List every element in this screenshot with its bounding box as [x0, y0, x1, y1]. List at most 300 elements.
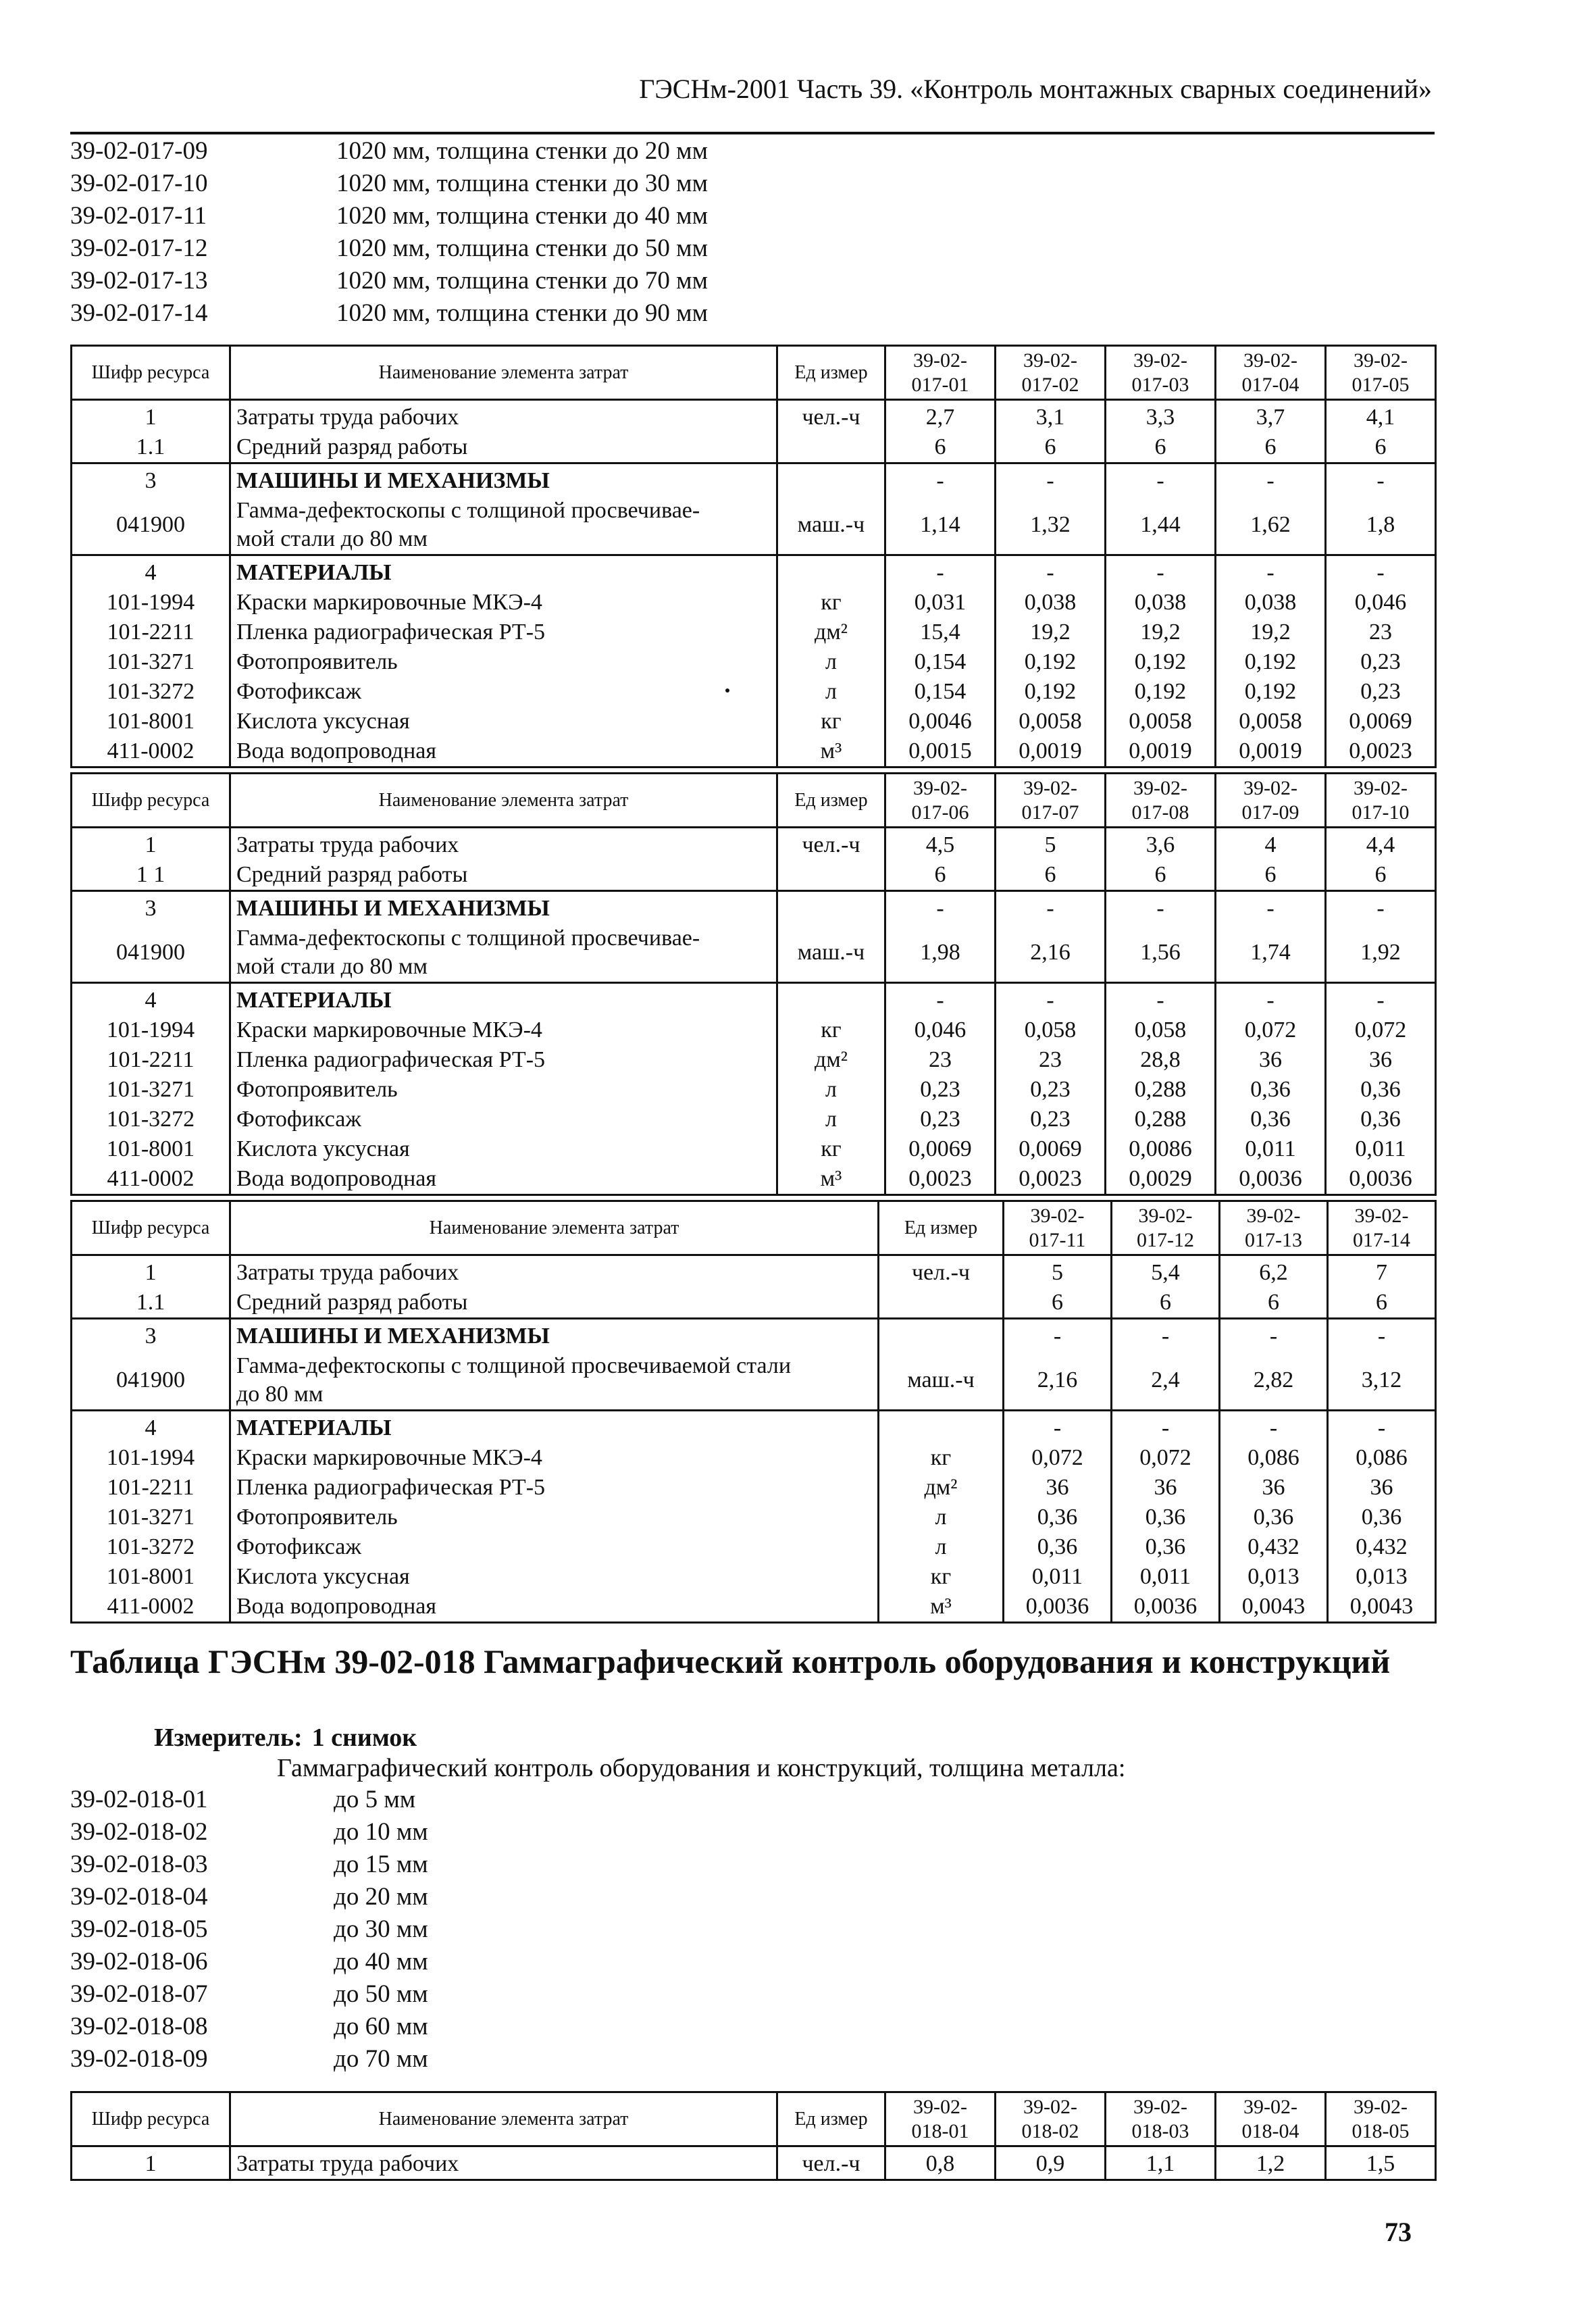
code-row: [70, 1816, 428, 1848]
table-row: [72, 891, 1436, 924]
norm-value: 23: [885, 1045, 996, 1075]
norm-value: 1,14: [885, 496, 996, 555]
norm-value: 0,36: [1216, 1075, 1326, 1105]
section-title: Таблица ГЭСНм 39-02-018 Гаммаграфический контроль оборудования и конструкций: [70, 1642, 1391, 1680]
code-row: [70, 2043, 428, 2076]
norm-value: 0,23: [996, 1105, 1106, 1134]
cost-element-name: Фотофиксаж: [230, 677, 777, 707]
code-description: до 60 мм: [334, 2013, 428, 2040]
resource-code: 101-1994: [72, 1015, 230, 1045]
norm-value: -: [1112, 1411, 1220, 1444]
code-description: 1020 мм, толщина стенки до 20 мм: [336, 137, 708, 165]
header-column-code: 39-02- 018-04: [1216, 2092, 1326, 2146]
norm-value: 5: [996, 828, 1106, 861]
norm-value: 0,0036: [1004, 1592, 1112, 1623]
resource-code: 4: [72, 983, 230, 1016]
cost-element-name: Фотопроявитель: [230, 1075, 777, 1105]
norm-value: 3,12: [1328, 1351, 1436, 1411]
norm-value: -: [996, 555, 1106, 588]
header-column-code: 39-02- 017-02: [996, 346, 1106, 400]
norm-value: -: [1106, 555, 1216, 588]
table-row: [72, 400, 1436, 433]
header-unit: Ед измер: [777, 2092, 885, 2146]
norm-value: 1,98: [885, 924, 996, 983]
code-row: [70, 2011, 428, 2043]
norm-value: 6: [1216, 432, 1326, 463]
cost-element-name: Гамма-дефектоскопы с толщиной просвечивае- мой стали до 80 мм: [230, 924, 777, 983]
unit: [777, 463, 885, 497]
code-number: 39-02-018-04: [70, 1883, 208, 1911]
cost-element-name: Фотопроявитель: [230, 1503, 879, 1532]
header-column-code: 39-02- 018-02: [996, 2092, 1106, 2146]
code-number: 39-02-017-10: [70, 170, 208, 197]
norm-value: 1,32: [996, 496, 1106, 555]
resource-code: 1: [72, 828, 230, 861]
code-row: [70, 1913, 428, 1946]
code-description: 1020 мм, толщина стенки до 50 мм: [336, 234, 708, 262]
table-row: [72, 1134, 1436, 1164]
norm-value: 7: [1328, 1255, 1436, 1288]
code-number: 39-02-017-09: [70, 137, 208, 165]
norm-value: -: [885, 463, 996, 497]
norm-value: 0,072: [1216, 1015, 1326, 1045]
unit: м³: [879, 1592, 1004, 1623]
norm-value: 2,7: [885, 400, 996, 433]
header-column-code: 39-02- 018-03: [1106, 2092, 1216, 2146]
code-row: [70, 168, 708, 200]
cost-element-name: Пленка радиографическая РТ-5: [230, 618, 777, 647]
norm-value: -: [1216, 463, 1326, 497]
norm-value: 0,072: [1112, 1443, 1220, 1473]
header-column-code: 39-02- 017-05: [1326, 346, 1436, 400]
norm-value: 0,086: [1328, 1443, 1436, 1473]
norm-value: 1,44: [1106, 496, 1216, 555]
norm-value: 0,046: [1326, 588, 1436, 618]
code-row: [70, 1848, 428, 1881]
cost-element-name: МАШИНЫ И МЕХАНИЗМЫ: [230, 891, 777, 924]
norm-value: 0,011: [1326, 1134, 1436, 1164]
norm-value: 0,36: [1112, 1532, 1220, 1562]
norm-value: -: [1216, 983, 1326, 1016]
resource-table-018-01-05: [70, 2091, 1437, 2181]
table-header-row: [72, 774, 1436, 828]
code-description: до 15 мм: [334, 1851, 428, 1878]
cost-element-name: МАТЕРИАЛЫ: [230, 1411, 879, 1444]
resource-code: 101-3271: [72, 647, 230, 677]
code-row: [70, 200, 708, 232]
norm-value: 19,2: [996, 618, 1106, 647]
norm-value: 1,1: [1106, 2146, 1216, 2180]
table-row: [72, 860, 1436, 891]
table-row: [72, 736, 1436, 768]
unit: [879, 1411, 1004, 1444]
table-row: [72, 2146, 1436, 2180]
header-column-code: 39-02- 018-05: [1326, 2092, 1436, 2146]
header-column-code: 39-02- 017-14: [1328, 1201, 1436, 1255]
norm-value: 6: [1220, 1288, 1328, 1319]
norm-value: -: [1106, 983, 1216, 1016]
cost-element-name: Краски маркировочные МКЭ-4: [230, 588, 777, 618]
norm-value: 2,16: [996, 924, 1106, 983]
cost-element-name: Затраты труда рабочих: [230, 2146, 777, 2180]
unit: дм²: [777, 618, 885, 647]
norm-value: 6: [1326, 432, 1436, 463]
table-row: [72, 1473, 1436, 1503]
cost-element-name: Гамма-дефектоскопы с толщиной просвечиваемой стали до 80 мм: [230, 1351, 879, 1411]
norm-value: 0,038: [1216, 588, 1326, 618]
code-row: [70, 1978, 428, 2011]
cost-element-name: Фотофиксаж: [230, 1532, 879, 1562]
norm-value: 4,1: [1326, 400, 1436, 433]
norm-value: 0,0043: [1328, 1592, 1436, 1623]
header-code: Шифр ресурса: [72, 774, 230, 828]
code-row: [70, 297, 708, 330]
header-code: Шифр ресурса: [72, 1201, 230, 1255]
resource-code: 1: [72, 400, 230, 433]
norm-value: 0,288: [1106, 1105, 1216, 1134]
table-row: [72, 1164, 1436, 1195]
resource-code: 101-1994: [72, 588, 230, 618]
norm-value: -: [996, 891, 1106, 924]
cost-element-name: Затраты труда рабочих: [230, 400, 777, 433]
table-row: [72, 588, 1436, 618]
norm-value: 0,192: [1216, 677, 1326, 707]
header-name: Наименование элемента затрат: [230, 774, 777, 828]
norm-value: 0,0058: [1106, 707, 1216, 736]
norm-value: -: [1220, 1319, 1328, 1352]
norm-value: 0,0043: [1220, 1592, 1328, 1623]
table-row: [72, 618, 1436, 647]
cost-element-name: Средний разряд работы: [230, 1288, 879, 1319]
code-row: [70, 1784, 428, 1816]
code-number: 39-02-018-03: [70, 1851, 208, 1878]
table-row: [72, 707, 1436, 736]
top-code-list: [70, 135, 708, 330]
norm-value: 0,23: [1326, 647, 1436, 677]
norm-value: -: [885, 983, 996, 1016]
norm-value: 5,4: [1112, 1255, 1220, 1288]
unit: [879, 1288, 1004, 1319]
norm-value: 6: [1216, 860, 1326, 891]
table-row: [72, 1255, 1436, 1288]
unit: [777, 983, 885, 1016]
norm-value: -: [1326, 463, 1436, 497]
resource-code: 041900: [72, 496, 230, 555]
table-row: [72, 1592, 1436, 1623]
norm-value: 1,2: [1216, 2146, 1326, 2180]
table-row: [72, 983, 1436, 1016]
cost-element-name: Вода водопроводная: [230, 1592, 879, 1623]
norm-value: 6: [1328, 1288, 1436, 1319]
measure-value: 1 снимок: [311, 1724, 417, 1752]
table-row: [72, 647, 1436, 677]
norm-value: 0,0023: [996, 1164, 1106, 1195]
header-column-code: 39-02- 017-12: [1112, 1201, 1220, 1255]
table-header-row: [72, 2092, 1436, 2146]
header-rule: [70, 132, 1435, 134]
header-unit: Ед измер: [777, 774, 885, 828]
resource-code: 101-8001: [72, 707, 230, 736]
cost-element-name: Затраты труда рабочих: [230, 1255, 879, 1288]
norm-value: 6: [1004, 1288, 1112, 1319]
resource-code: 101-1994: [72, 1443, 230, 1473]
unit: м³: [777, 736, 885, 768]
norm-value: 0,0086: [1106, 1134, 1216, 1164]
norm-value: 0,36: [1326, 1105, 1436, 1134]
header-column-code: 39-02- 017-06: [885, 774, 996, 828]
norm-value: 36: [1112, 1473, 1220, 1503]
code-number: 39-02-018-09: [70, 2045, 208, 2073]
code-description: 1020 мм, толщина стенки до 30 мм: [336, 170, 708, 197]
cost-element-name: Гамма-дефектоскопы с толщиной просвечивае- мой стали до 80 мм: [230, 496, 777, 555]
unit: чел.-ч: [777, 400, 885, 433]
norm-value: 4,4: [1326, 828, 1436, 861]
norm-value: -: [1326, 983, 1436, 1016]
code-row: [70, 232, 708, 265]
norm-value: 0,432: [1328, 1532, 1436, 1562]
norm-value: 0,0036: [1216, 1164, 1326, 1195]
norm-value: 0,192: [996, 647, 1106, 677]
header-column-code: 39-02- 017-04: [1216, 346, 1326, 400]
norm-value: 0,0069: [885, 1134, 996, 1164]
norm-value: 3,6: [1106, 828, 1216, 861]
table-row: [72, 463, 1436, 497]
measure-line: [154, 1723, 417, 1753]
code-number: 39-02-017-11: [70, 202, 207, 230]
resource-code: 1 1: [72, 860, 230, 891]
unit: л: [777, 1075, 885, 1105]
unit: кг: [879, 1443, 1004, 1473]
norm-value: 0,288: [1106, 1075, 1216, 1105]
norm-value: 0,192: [996, 677, 1106, 707]
resource-code: 3: [72, 891, 230, 924]
cost-element-name: Средний разряд работы: [230, 860, 777, 891]
code-number: 39-02-017-13: [70, 267, 208, 295]
resource-code: 101-2211: [72, 618, 230, 647]
resource-code: 1.1: [72, 432, 230, 463]
table-row: [72, 496, 1436, 555]
norm-value: 0,0069: [1326, 707, 1436, 736]
cost-element-name: Кислота уксусная: [230, 1134, 777, 1164]
unit: маш.-ч: [777, 924, 885, 983]
cost-element-name: Краски маркировочные МКЭ-4: [230, 1443, 879, 1473]
norm-value: 0,36: [1112, 1503, 1220, 1532]
norm-value: 36: [1220, 1473, 1328, 1503]
norm-value: 0,0036: [1326, 1164, 1436, 1195]
unit: дм²: [879, 1473, 1004, 1503]
norm-value: 0,038: [996, 588, 1106, 618]
code-number: 39-02-017-12: [70, 234, 208, 262]
unit: л: [777, 647, 885, 677]
norm-value: 36: [1004, 1473, 1112, 1503]
code-row: [70, 135, 708, 168]
code-description: до 20 мм: [334, 1883, 428, 1911]
norm-value: 19,2: [1216, 618, 1326, 647]
section-description: Гаммаграфический контроль оборудования и конструкций, толщина металла:: [277, 1754, 1126, 1782]
unit: [777, 555, 885, 588]
cost-element-name: МАТЕРИАЛЫ: [230, 983, 777, 1016]
header-code: Шифр ресурса: [72, 346, 230, 400]
unit: дм²: [777, 1045, 885, 1075]
page-number: 73: [1385, 2217, 1412, 2247]
norm-value: -: [1112, 1319, 1220, 1352]
resource-code: 101-2211: [72, 1473, 230, 1503]
table-row: [72, 1045, 1436, 1075]
resource-code: 411-0002: [72, 736, 230, 768]
code-description: 1020 мм, толщина стенки до 90 мм: [336, 299, 708, 327]
norm-value: -: [1004, 1411, 1112, 1444]
resource-code: 101-2211: [72, 1045, 230, 1075]
norm-value: 0,36: [1328, 1503, 1436, 1532]
resource-code: 101-8001: [72, 1134, 230, 1164]
unit: чел.-ч: [777, 828, 885, 861]
norm-value: 0,23: [1326, 677, 1436, 707]
resource-table-017-06-10: [70, 772, 1437, 1196]
norm-value: 0,031: [885, 588, 996, 618]
table-row: [72, 1503, 1436, 1532]
norm-value: -: [1216, 555, 1326, 588]
cost-element-name: Фотопроявитель: [230, 647, 777, 677]
resource-code: 4: [72, 555, 230, 588]
table-row: [72, 1075, 1436, 1105]
cost-element-name: Средний разряд работы: [230, 432, 777, 463]
code-number: 39-02-018-02: [70, 1818, 208, 1846]
norm-value: 0,192: [1106, 677, 1216, 707]
code-description: до 50 мм: [334, 1980, 428, 2008]
unit: чел.-ч: [879, 1255, 1004, 1288]
unit: кг: [879, 1562, 1004, 1592]
resource-code: 3: [72, 1319, 230, 1352]
norm-value: 0,011: [1004, 1562, 1112, 1592]
norm-value: 1,5: [1326, 2146, 1436, 2180]
cost-element-name: Затраты труда рабочих: [230, 828, 777, 861]
table-row: [72, 555, 1436, 588]
code-number: 39-02-018-07: [70, 1980, 208, 2008]
resource-table-017-01-05: [70, 345, 1437, 768]
table-row: [72, 677, 1436, 707]
norm-value: 0,9: [996, 2146, 1106, 2180]
norm-value: 0,0058: [1216, 707, 1326, 736]
table-row: [72, 1443, 1436, 1473]
resource-code: 101-3271: [72, 1503, 230, 1532]
table-row: [72, 1411, 1436, 1444]
norm-value: 6: [885, 432, 996, 463]
unit: м³: [777, 1164, 885, 1195]
norm-value: 6: [1106, 432, 1216, 463]
norm-value: 0,038: [1106, 588, 1216, 618]
table-row: [72, 1319, 1436, 1352]
cost-element-name: МАШИНЫ И МЕХАНИЗМЫ: [230, 1319, 879, 1352]
unit: чел.-ч: [777, 2146, 885, 2180]
code-description: до 5 мм: [334, 1786, 416, 1813]
cost-element-name: МАШИНЫ И МЕХАНИЗМЫ: [230, 463, 777, 497]
resource-code: 041900: [72, 1351, 230, 1411]
norm-value: 3,3: [1106, 400, 1216, 433]
running-head: ГЭСНм-2001 Часть 39. «Контроль монтажных сварных соединений»: [639, 74, 1432, 104]
resource-table-017-11-14: [70, 1200, 1437, 1624]
norm-value: 6: [885, 860, 996, 891]
resource-code: 411-0002: [72, 1592, 230, 1623]
norm-value: -: [1106, 463, 1216, 497]
norm-value: 0,011: [1216, 1134, 1326, 1164]
norm-value: -: [1326, 891, 1436, 924]
norm-value: 0,0058: [996, 707, 1106, 736]
norm-value: 15,4: [885, 618, 996, 647]
header-column-code: 39-02- 017-09: [1216, 774, 1326, 828]
table-row: [72, 1288, 1436, 1319]
norm-value: -: [885, 555, 996, 588]
unit: кг: [777, 588, 885, 618]
table-row: [72, 828, 1436, 861]
unit: [777, 891, 885, 924]
code-description: 1020 мм, толщина стенки до 70 мм: [336, 267, 708, 295]
unit: маш.-ч: [777, 496, 885, 555]
unit: л: [777, 677, 885, 707]
unit: л: [879, 1532, 1004, 1562]
norm-value: -: [885, 891, 996, 924]
table-row: [72, 432, 1436, 463]
header-name: Наименование элемента затрат: [230, 346, 777, 400]
cost-element-name: Пленка радиографическая РТ-5: [230, 1045, 777, 1075]
norm-value: 0,154: [885, 647, 996, 677]
resource-code: 101-3272: [72, 1532, 230, 1562]
code-number: 39-02-018-05: [70, 1915, 208, 1943]
section-code-list: [70, 1784, 428, 2076]
norm-value: 0,0036: [1112, 1592, 1220, 1623]
code-row: [70, 1946, 428, 1978]
header-column-code: 39-02- 017-08: [1106, 774, 1216, 828]
norm-value: 19,2: [1106, 618, 1216, 647]
norm-value: 6: [996, 860, 1106, 891]
unit: кг: [777, 1015, 885, 1045]
norm-value: -: [1106, 891, 1216, 924]
header-column-code: 39-02- 018-01: [885, 2092, 996, 2146]
cost-element-name: Вода водопроводная: [230, 736, 777, 768]
header-column-code: 39-02- 017-11: [1004, 1201, 1112, 1255]
code-description: до 30 мм: [334, 1915, 428, 1943]
scan-speck: [725, 688, 729, 693]
norm-value: 0,154: [885, 677, 996, 707]
resource-code: 4: [72, 1411, 230, 1444]
norm-value: 1,62: [1216, 496, 1326, 555]
header-column-code: 39-02- 017-01: [885, 346, 996, 400]
resource-code: 1: [72, 2146, 230, 2180]
unit: л: [777, 1105, 885, 1134]
norm-value: 0,8: [885, 2146, 996, 2180]
norm-value: 0,046: [885, 1015, 996, 1045]
cost-element-name: Кислота уксусная: [230, 1562, 879, 1592]
norm-value: -: [1004, 1319, 1112, 1352]
table-row: [72, 924, 1436, 983]
resource-code: 101-3271: [72, 1075, 230, 1105]
norm-value: 0,192: [1106, 647, 1216, 677]
norm-value: 0,058: [1106, 1015, 1216, 1045]
norm-value: 0,011: [1112, 1562, 1220, 1592]
resource-code: 1: [72, 1255, 230, 1288]
code-number: 39-02-018-08: [70, 2013, 208, 2040]
resource-code: 101-8001: [72, 1562, 230, 1592]
norm-value: -: [996, 463, 1106, 497]
header-name: Наименование элемента затрат: [230, 2092, 777, 2146]
resource-code: 3: [72, 463, 230, 497]
header-name: Наименование элемента затрат: [230, 1201, 879, 1255]
norm-value: 0,072: [1004, 1443, 1112, 1473]
norm-value: 0,36: [1216, 1105, 1326, 1134]
norm-value: 1,8: [1326, 496, 1436, 555]
norm-value: 2,4: [1112, 1351, 1220, 1411]
code-description: до 70 мм: [334, 2045, 428, 2073]
norm-value: 0,192: [1216, 647, 1326, 677]
